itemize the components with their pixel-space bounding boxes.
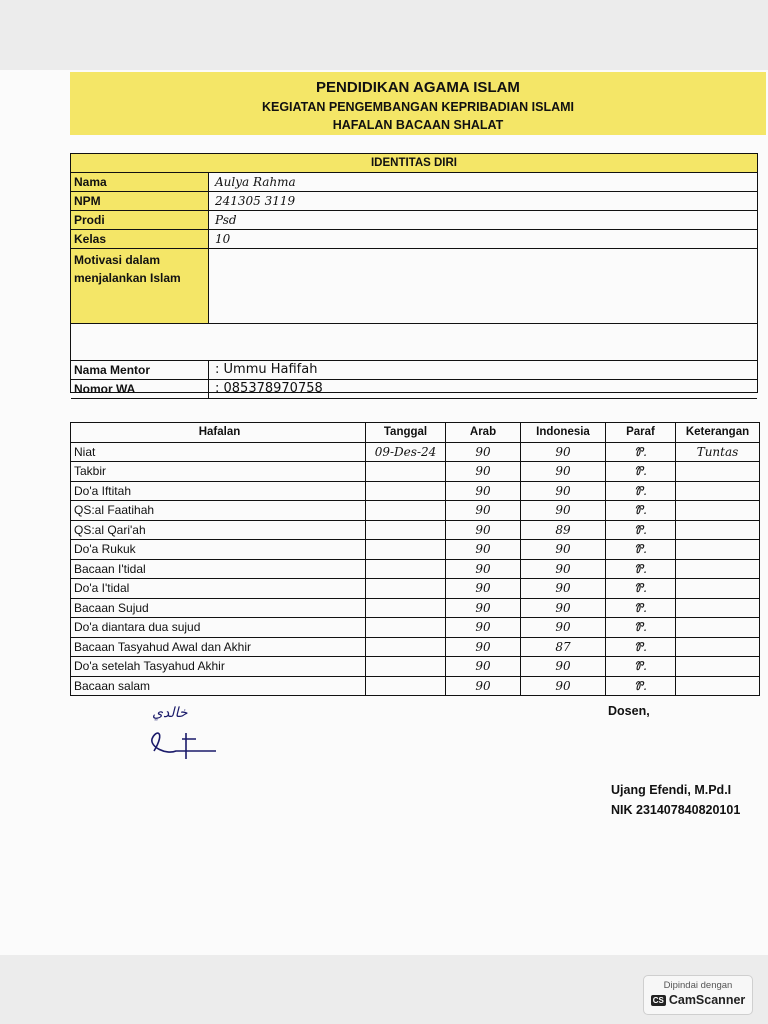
cell-arab: 90 xyxy=(446,443,521,462)
column-header: Tanggal xyxy=(366,423,446,442)
cell-tanggal xyxy=(366,521,446,540)
cell-tanggal xyxy=(366,482,446,501)
cell-item: Takbir xyxy=(71,462,366,481)
watermark-caption: Dipindai dengan xyxy=(663,980,733,991)
signer-block xyxy=(611,780,740,820)
camscanner-logo-icon: CS xyxy=(652,996,664,1005)
table-row xyxy=(71,443,759,463)
cell-indonesia: 90 xyxy=(521,443,606,462)
identity-label: Kelas xyxy=(71,230,209,248)
cell-item: Do'a Iftitah xyxy=(71,482,366,501)
cell-arab: 90 xyxy=(446,560,521,579)
watermark-name: CamScanner xyxy=(668,993,746,1007)
table-row xyxy=(71,579,759,599)
column-header: Keterangan xyxy=(685,426,750,438)
wa-label: Nomor WA xyxy=(71,380,209,398)
cell-arab: 90 xyxy=(446,501,521,520)
cell-ket xyxy=(676,560,759,579)
table-row xyxy=(71,657,759,677)
cell-arab: 90 xyxy=(446,579,521,598)
cell-indonesia: 90 xyxy=(521,657,606,676)
cell-item: QS:al Faatihah xyxy=(71,501,366,520)
identity-row-motivasi xyxy=(71,249,757,324)
identity-section xyxy=(70,153,758,396)
cell-indonesia: 87 xyxy=(521,638,606,657)
watermark-brand xyxy=(644,993,752,1007)
header-banner xyxy=(70,72,766,135)
hafalan-table xyxy=(70,422,760,696)
motivation-label: Motivasi dalam menjalankan Islam xyxy=(71,249,209,323)
cell-indonesia: 90 xyxy=(521,677,606,696)
cell-tanggal xyxy=(366,560,446,579)
cell-ket xyxy=(676,657,759,676)
signer-name: Ujang Efendi, M.Pd.I xyxy=(611,783,732,797)
cell-indonesia: 90 xyxy=(521,618,606,637)
cell-paraf: Ꮘ. xyxy=(606,638,676,657)
page-topic: HAFALAN BACAAN SHALAT xyxy=(332,118,504,132)
cell-ket xyxy=(676,677,759,696)
identity-row-nama xyxy=(71,173,757,192)
cell-ket xyxy=(676,462,759,481)
table-row xyxy=(71,638,759,658)
cell-ket xyxy=(676,638,759,657)
mentor-value: : Ummu Hafifah xyxy=(215,362,318,377)
table-row xyxy=(71,501,759,521)
cell-item: Bacaan I'tidal xyxy=(71,560,366,579)
cell-paraf: Ꮘ. xyxy=(606,540,676,559)
dosen-label: Dosen, xyxy=(608,704,650,718)
cell-tanggal xyxy=(366,677,446,696)
identity-heading: IDENTITAS DIRI xyxy=(71,154,757,173)
column-header: Indonesia xyxy=(521,423,606,442)
identity-row-prodi xyxy=(71,211,757,230)
cell-indonesia: 90 xyxy=(521,482,606,501)
cell-item: Do'a setelah Tasyahud Akhir xyxy=(71,657,366,676)
handwritten-name: خالدي xyxy=(152,705,188,721)
cell-item: Bacaan salam xyxy=(71,677,366,696)
cell-ket xyxy=(676,521,759,540)
cell-arab: 90 xyxy=(446,462,521,481)
cell-item: QS:al Qari'ah xyxy=(71,521,366,540)
identity-value: 241305 3119 xyxy=(215,194,296,208)
page-subtitle: KEGIATAN PENGEMBANGAN KEPRIBADIAN ISLAMI xyxy=(261,100,575,114)
cell-indonesia: 89 xyxy=(521,521,606,540)
cell-ket xyxy=(676,482,759,501)
cell-tanggal xyxy=(366,657,446,676)
cell-indonesia: 90 xyxy=(521,540,606,559)
cell-arab: 90 xyxy=(446,521,521,540)
cell-tanggal xyxy=(366,579,446,598)
cell-arab: 90 xyxy=(446,618,521,637)
wa-value: : 085378970758 xyxy=(215,381,323,396)
cell-item: Do'a diantara dua sujud xyxy=(71,618,366,637)
cell-ket xyxy=(676,599,759,618)
table-row xyxy=(71,540,759,560)
cell-paraf: Ꮘ. xyxy=(606,501,676,520)
cell-paraf: Ꮘ. xyxy=(606,443,676,462)
cell-paraf: Ꮘ. xyxy=(606,677,676,696)
cell-tanggal xyxy=(366,638,446,657)
table-row xyxy=(71,462,759,482)
cell-item: Bacaan Sujud xyxy=(71,599,366,618)
signer-nik: NIK 231407840820101 xyxy=(611,803,741,817)
cell-item: Do'a I'tidal xyxy=(71,579,366,598)
cell-tanggal xyxy=(366,618,446,637)
cell-tanggal: 09-Des-24 xyxy=(366,443,446,462)
wa-row xyxy=(71,380,757,399)
blank-row xyxy=(71,324,757,361)
cell-indonesia: 90 xyxy=(521,579,606,598)
cell-paraf: Ꮘ. xyxy=(606,462,676,481)
table-row xyxy=(71,618,759,638)
cell-arab: 90 xyxy=(446,638,521,657)
cell-arab: 90 xyxy=(446,599,521,618)
identity-value: 10 xyxy=(215,232,231,246)
cell-tanggal xyxy=(366,540,446,559)
page-title: PENDIDIKAN AGAMA ISLAM xyxy=(316,79,520,96)
cell-item: Bacaan Tasyahud Awal dan Akhir xyxy=(71,638,366,657)
cell-tanggal xyxy=(366,599,446,618)
student-signature xyxy=(146,705,226,766)
cell-ket xyxy=(676,540,759,559)
cell-tanggal xyxy=(366,501,446,520)
cell-ket xyxy=(676,579,759,598)
identity-label: NPM xyxy=(71,192,209,210)
identity-row-npm xyxy=(71,192,757,211)
table-row xyxy=(71,560,759,580)
cell-paraf: Ꮘ. xyxy=(606,482,676,501)
cell-indonesia: 90 xyxy=(521,560,606,579)
column-header: Paraf xyxy=(606,423,676,442)
cell-arab: 90 xyxy=(446,657,521,676)
table-row xyxy=(71,521,759,541)
identity-row-kelas xyxy=(71,230,757,249)
cell-tanggal xyxy=(366,462,446,481)
column-header: Hafalan xyxy=(71,423,366,442)
table-row xyxy=(71,677,759,697)
cell-item: Niat xyxy=(71,443,366,462)
cell-arab: 90 xyxy=(446,482,521,501)
mentor-label: Nama Mentor xyxy=(71,361,209,379)
identity-label: Nama xyxy=(71,173,209,191)
column-header: Arab xyxy=(446,423,521,442)
cell-paraf: Ꮘ. xyxy=(606,599,676,618)
cell-arab: 90 xyxy=(446,540,521,559)
identity-value: Aulya Rahma xyxy=(215,175,296,189)
mentor-row xyxy=(71,361,757,380)
identity-value: Psd xyxy=(215,213,237,227)
table-row xyxy=(71,599,759,619)
cell-arab: 90 xyxy=(446,677,521,696)
cell-paraf: Ꮘ. xyxy=(606,618,676,637)
cell-paraf: Ꮘ. xyxy=(606,657,676,676)
cell-indonesia: 90 xyxy=(521,599,606,618)
motivation-value xyxy=(209,249,757,323)
signature-scribble-icon xyxy=(146,721,226,761)
table-row xyxy=(71,482,759,502)
cell-indonesia: 90 xyxy=(521,462,606,481)
cell-paraf: Ꮘ. xyxy=(606,521,676,540)
table-header-row xyxy=(71,423,759,443)
cell-item: Do'a Rukuk xyxy=(71,540,366,559)
cell-ket xyxy=(676,501,759,520)
cell-paraf: Ꮘ. xyxy=(606,560,676,579)
table-body xyxy=(71,443,759,697)
cell-paraf: Ꮘ. xyxy=(606,579,676,598)
cell-ket xyxy=(676,618,759,637)
identity-label: Prodi xyxy=(71,211,209,229)
cell-indonesia: 90 xyxy=(521,501,606,520)
cell-ket: Tuntas xyxy=(696,444,739,459)
camscanner-watermark xyxy=(643,975,753,1015)
